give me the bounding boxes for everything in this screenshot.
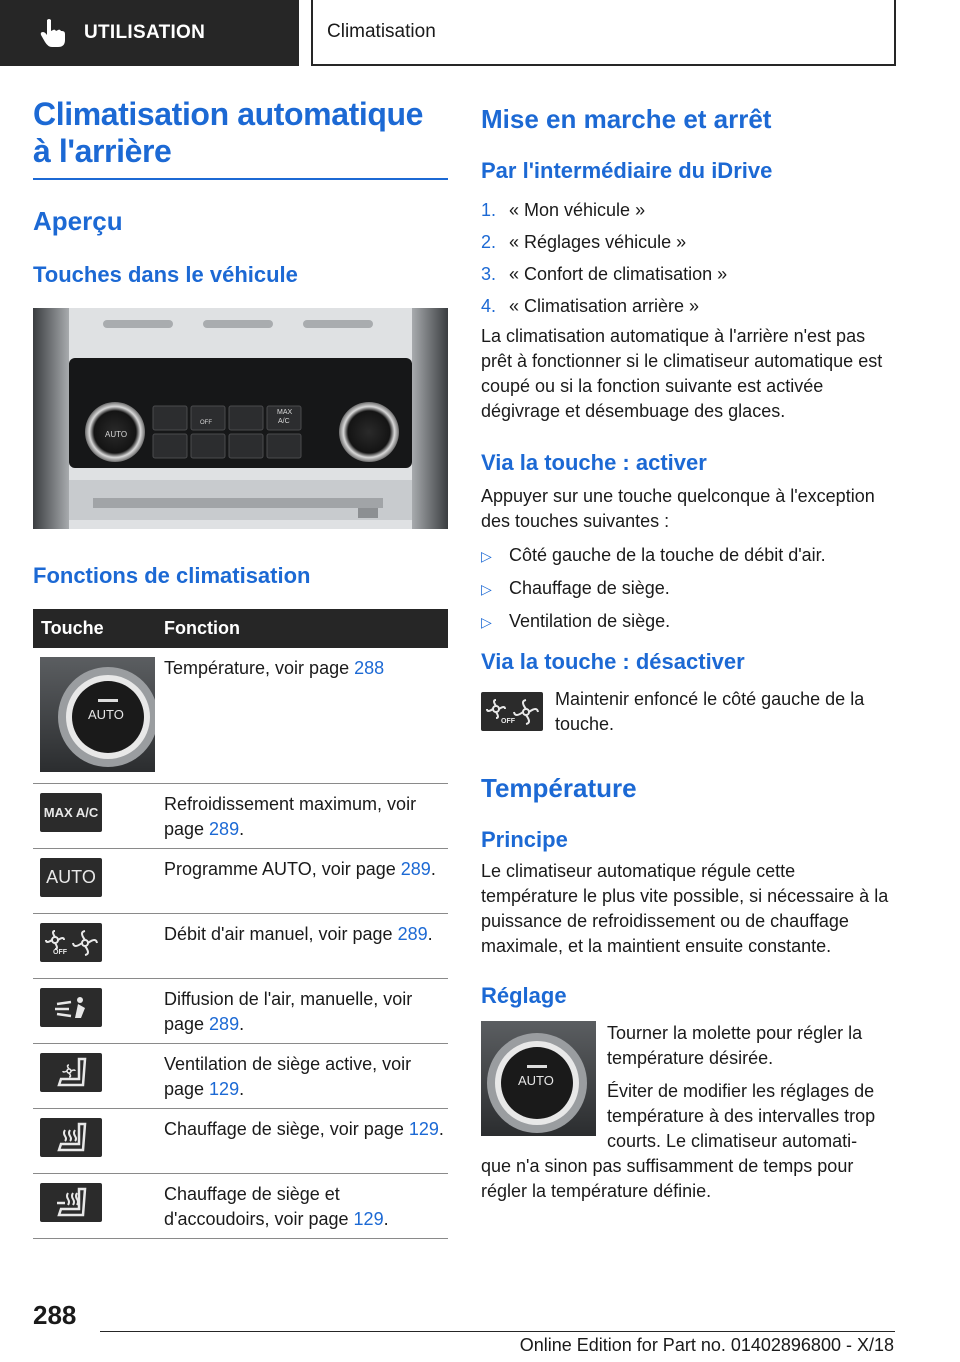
activate-paragraph: Appuyer sur une touche quelconque à l'exception des touches suivantes :: [481, 486, 875, 531]
chapter-box: [311, 0, 896, 66]
knob-auto-label: AUTO: [88, 707, 124, 722]
list-item: ▷ Chauffage de siège.: [481, 576, 893, 602]
fan-off-icon: OFF: [40, 923, 102, 962]
page-link[interactable]: 289: [400, 859, 431, 879]
panel-max-label: MAX: [277, 409, 293, 416]
list-item: ▷ Ventilation de siège.: [481, 609, 893, 635]
idrive-steps: [481, 194, 893, 322]
panel-off-label: OFF: [200, 420, 212, 426]
row-text: Programme AUTO, voir page 289.: [164, 859, 436, 879]
deactivate-heading: Via la touche : désactiver: [481, 649, 745, 674]
bullet-triangle-icon: ▷: [481, 614, 492, 630]
section-title: UTILISATION: [84, 22, 206, 43]
functions-heading: Fonctions de climatisation: [33, 563, 311, 588]
onoff-heading: Mise en marche et arrêt: [481, 104, 772, 134]
table-row: [33, 1109, 448, 1174]
list-item: 4. « Climatisation arrière »: [481, 296, 700, 316]
functions-table: [33, 609, 448, 1239]
section-tab: [0, 0, 299, 66]
overview-heading: Aperçu: [33, 206, 123, 236]
row-text: Chauffage de siège et d'accoudoirs, voir page 129.: [164, 1184, 389, 1229]
edition-info: Online Edition for Part no. 01402896800 - X/18: [519, 1335, 894, 1355]
idrive-heading: Par l'intermédiaire du iDrive: [481, 158, 773, 183]
row-text: Ventilation de siège active, voir page 129.: [164, 1054, 412, 1099]
table-row: [33, 1044, 448, 1109]
row-text: Refroidissement maximum, voir page 289.: [164, 794, 417, 839]
page-link[interactable]: 129: [408, 1119, 439, 1139]
table-row: [33, 849, 448, 914]
seat-armrest-heating-icon: [40, 1183, 102, 1222]
left-column: [33, 96, 448, 1239]
setting-block: [481, 1021, 893, 1154]
setting-text-1: Tourner la molette pour régler la température désirée.: [607, 1023, 863, 1068]
auto-button-icon: AUTO: [40, 858, 102, 897]
principle-heading: Principe: [481, 827, 568, 852]
row-text: Débit d'air manuel, voir page 289.: [164, 924, 433, 944]
footer-rule: [100, 1331, 895, 1332]
air-distribution-icon: [40, 988, 102, 1027]
row-text: Chauffage de siège, voir page 129.: [164, 1119, 444, 1139]
list-item: 1. « Mon véhicule »: [481, 200, 646, 220]
exceptions-list: [481, 543, 893, 635]
table-row: [33, 1174, 448, 1239]
row-text: Diffusion de l'air, manuelle, voir page 289.: [164, 989, 413, 1034]
control-panel-photo: [33, 308, 448, 529]
list-item: 2. « Réglages véhicule »: [481, 232, 687, 252]
deactivate-text: Maintenir enfoncé le côté gauche de la touche.: [555, 689, 865, 734]
page-title-line1: Climatisation automatique: [33, 96, 424, 132]
col-function-header: Fonction: [164, 618, 240, 638]
page-header: [0, 0, 960, 66]
panel-auto-label: AUTO: [105, 430, 128, 439]
temperature-heading: Température: [481, 773, 637, 803]
page-title-line2: à l'arrière: [33, 133, 172, 169]
panel-ac-label: A/C: [278, 418, 290, 425]
col-key-header: Touche: [41, 618, 104, 638]
table-row: [33, 979, 448, 1044]
row-text: Température, voir page 288: [164, 658, 385, 678]
activate-heading: Via la touche : activer: [481, 450, 707, 475]
bullet-triangle-icon: ▷: [481, 548, 492, 564]
fan-off-icon: OFF: [481, 692, 543, 731]
page-link[interactable]: 288: [354, 658, 385, 678]
buttons-heading: Touches dans le véhicule: [33, 262, 298, 287]
table-row: [33, 784, 448, 849]
principle-paragraph: Le climatiseur automatique régule cette température le plus vite possible, si nécessaire à la puissance de refroidissement ou de chauffage maximale, et la maintient ensuite constante.: [481, 861, 889, 956]
setting-text-2: Éviter de modifier les réglages de température à des intervalles trop courts. Le climatiseur automati-: [607, 1081, 876, 1151]
hand-pointer-icon: [40, 18, 66, 48]
setting-text-3: que n'a sinon pas suffisamment de temps pour régler la température définie.: [481, 1156, 854, 1201]
right-column: [481, 104, 893, 1204]
page-link[interactable]: 289: [209, 819, 240, 839]
deactivate-block: [481, 687, 893, 737]
page-link[interactable]: 289: [397, 924, 428, 944]
title-rule: [33, 178, 448, 180]
table-header: [33, 609, 448, 648]
max-ac-icon: MAX A/C: [40, 793, 102, 832]
list-item: 3. « Confort de climatisation »: [481, 264, 728, 284]
page-link[interactable]: 129: [209, 1079, 240, 1099]
chapter-title: Climatisation: [327, 21, 436, 42]
seat-ventilation-icon: [40, 1053, 102, 1092]
page-link[interactable]: 289: [209, 1014, 240, 1034]
bullet-triangle-icon: ▷: [481, 581, 492, 597]
setting-heading: Réglage: [481, 983, 567, 1008]
temperature-knob-icon: [40, 657, 155, 772]
table-row: [33, 914, 448, 979]
availability-paragraph: La climatisation automatique à l'arrière n'est pas prêt à fonctionner si le climatiseur automatique est coupé ou si la fonction suivante est activée dégivrage et désembuage des glaces.: [481, 326, 883, 421]
page-link[interactable]: 129: [353, 1209, 384, 1229]
seat-heating-icon: [40, 1118, 102, 1157]
page-title: [33, 96, 448, 170]
list-item: ▷ Côté gauche de la touche de débit d'air.: [481, 543, 893, 569]
temperature-knob-icon: AUTO: [481, 1021, 596, 1136]
table-row: [33, 648, 448, 784]
page-number: 288: [33, 1300, 77, 1330]
